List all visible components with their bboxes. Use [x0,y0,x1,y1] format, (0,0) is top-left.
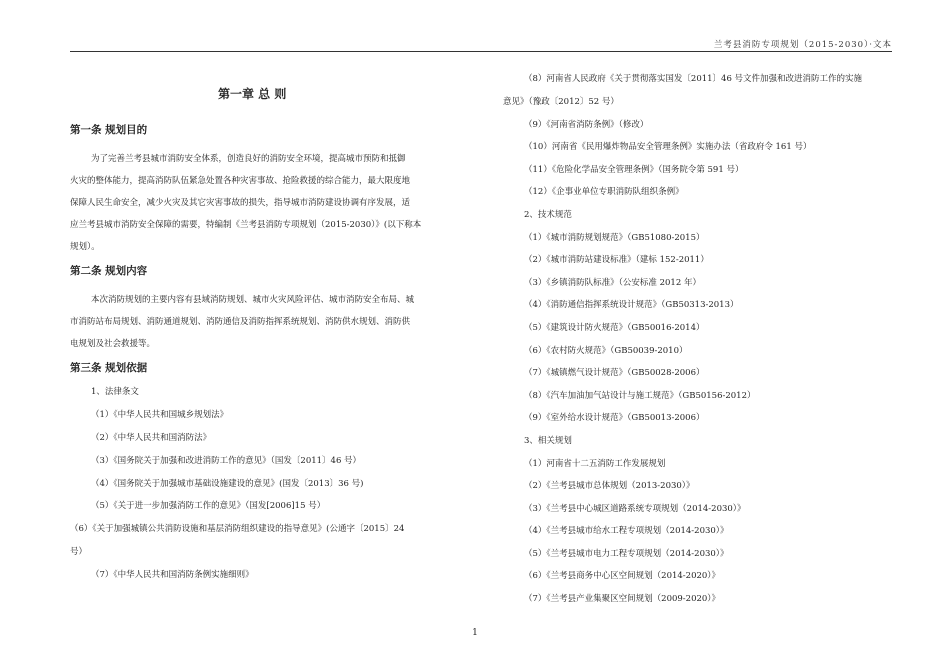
header-rule [70,51,892,52]
list-item: （4）《兰考县城市给水工程专项规划（2014-2030）》 [524,526,729,536]
article1-line: 应兰考县城市消防安全保障的需要，特编制《兰考县消防专项规划（2015-2030）》(以下称本 [70,220,422,230]
list-item: （4）《国务院关于加强城市基础设施建设的意见》(国发〔2013〕36 号) [91,479,364,489]
article2-line: 电规划及社会救援等。 [70,339,156,349]
list-item: 号） [70,547,88,557]
list-item: （12）《企事业单位专职消防队组织条例》 [524,187,684,197]
list-item: （9）《室外给水设计规范》（GB50013-2006） [524,413,705,423]
subheading-tech: 2、技术规范 [524,210,572,220]
list-item: （7）《中华人民共和国消防条例实施细则》 [91,570,254,580]
list-item: （2）《城市消防站建设标准》（建标 152-2011） [524,255,709,265]
list-item: （3）《乡镇消防队标准》（公安标准 2012 年） [524,278,701,288]
list-item: （5）《建筑设计防火规范》（GB50016-2014） [524,323,705,333]
list-item: （11）《危险化学品安全管理条例》（国务院令第 591 号） [524,165,744,175]
list-item: （6）《兰考县商务中心区空间规划（2014-2020）》 [524,571,721,581]
list-item: （4）《消防通信指挥系统设计规范》（GB50313-2013） [524,300,739,310]
list-item: （8）河南省人民政府《关于贯彻落实国发〔2011〕46 号文件加强和改进消防工作的实施 [524,74,863,84]
article2-line: 市消防站布局规划、消防通道规划、消防通信及消防指挥系统规划、消防供水规划、消防供 [70,317,411,327]
list-item: （8）《汽车加油加气站设计与施工规范》（GB50156-2012） [524,391,756,401]
article1-line: 规划）。 [70,242,100,252]
subheading-plans: 3、相关规划 [524,436,572,446]
list-item: （1）《中华人民共和国城乡规划法》 [91,410,229,420]
page-number: 1 [472,628,478,638]
article3-title: 第三条 规划依据 [70,362,148,374]
article2-title: 第二条 规划内容 [70,265,148,277]
subheading-laws: 1、法律条文 [91,387,139,397]
list-item: （3）《国务院关于加强和改进消防工作的意见》（国发〔2011〕46 号） [91,456,362,466]
list-item: （6）《关于加强城镇公共消防设施和基层消防组织建设的指导意见》(公通字〔2015〕24 [70,524,405,534]
chapter-title: 第一章 总 则 [218,87,287,101]
list-item: （1）《城市消防规划规范》（GB51080-2015） [524,233,705,243]
article2-line: 本次消防规划的主要内容有县域消防规划、城市火灾风险评估、城市消防安全布局、城 [91,295,415,305]
list-item: （6）《农村防火规范》（GB50039-2010） [524,346,688,356]
list-item: （2）《中华人民共和国消防法》 [91,433,212,443]
list-item: （1）河南省十二五消防工作发展规划 [524,459,666,469]
article1-line: 为了完善兰考县城市消防安全体系，创造良好的消防安全环境，提高城市预防和抵御 [91,154,406,164]
list-item: （5）《关于进一步加强消防工作的意见》（国发[2006]15 号） [91,501,326,511]
list-item: 意见》（豫政〔2012〕52 号） [503,97,619,107]
list-item: （3）《兰考县中心城区道路系统专项规划（2014-2030）》 [524,504,746,514]
running-header: 兰考县消防专项规划（2015-2030）·文本 [713,40,892,50]
list-item: （9）《河南省消防条例》（修改） [524,120,649,130]
list-item: （10）河南省《民用爆炸物品安全管理条例》实施办法（省政府令 161 号） [524,142,812,152]
list-item: （2）《兰考县城市总体规划（2013-2030）》 [524,481,695,491]
list-item: （7）《城镇燃气设计规范》（GB50028-2006） [524,368,705,378]
list-item: （7）《兰考县产业集聚区空间规划（2009-2020）》 [524,594,721,604]
list-item: （5）《兰考县城市电力工程专项规划（2014-2030）》 [524,549,729,559]
article1-line: 火灾的整体能力，提高消防队伍紧急处置各种灾害事故、抢险救援的综合能力，最大限度地 [70,176,411,186]
article1-title: 第一条 规划目的 [70,124,148,136]
article1-line: 保障人民生命安全，减少火灾及其它灾害事故的损失，指导城市消防建设协调有序发展，适 [70,198,411,208]
